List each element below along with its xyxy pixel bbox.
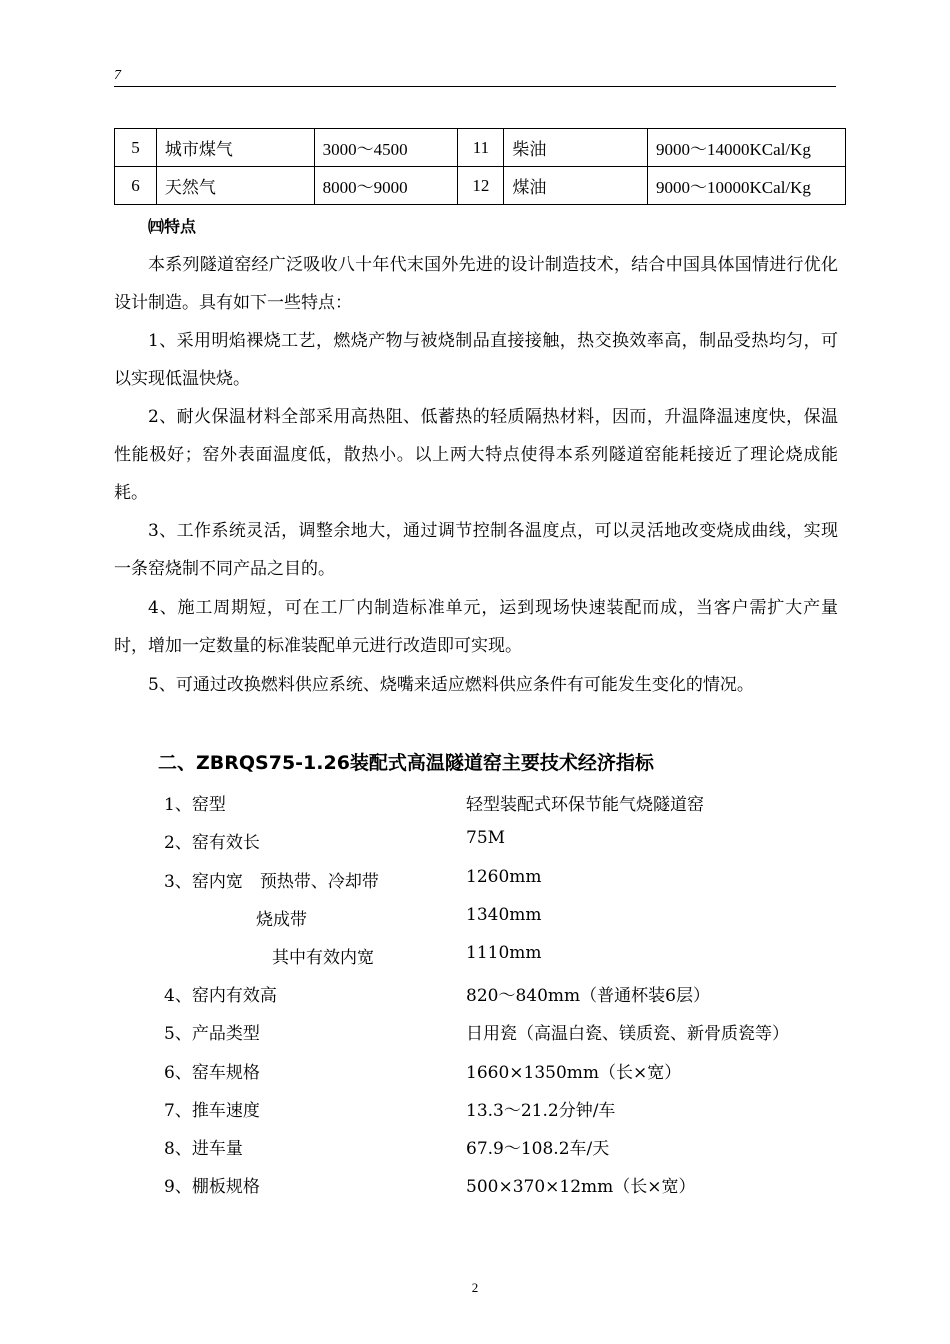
spec-label: 3、窑内宽 预热带、冷却带	[164, 872, 379, 892]
spec-value: 1110mm	[466, 943, 542, 963]
spec-label: 5、产品类型	[164, 1024, 260, 1044]
spec-value: 轻型装配式环保节能气烧隧道窑	[466, 795, 704, 815]
fuel-heat-value-table	[114, 128, 846, 205]
table-cell: 9000～14000KCal/Kg	[648, 129, 846, 167]
features-intro: 本系列隧道窑经广泛吸收八十年代末国外先进的设计制造技术，结合中国具体国情进行优化设计制造。具有如下一些特点：	[114, 255, 838, 313]
table-cell: 9000～10000KCal/Kg	[648, 167, 846, 205]
spec-value: 500×370×12mm（长×宽）	[466, 1177, 696, 1197]
spec-label: 4、窑内有效高	[164, 986, 277, 1006]
header-page-mark: 7	[114, 68, 121, 83]
feature-item: 2、耐火保温材料全部采用高热阻、低蓄热的轻质隔热材料，因而，升温降温速度快，保温性能极好；窑外表面温度低，散热小。以上两大特点使得本系列隧道窑能耗接近了理论烧成能耗。	[114, 407, 838, 503]
feature-item: 4、施工周期短，可在工厂内制造标准单元，运到现场快速装配而成，当客户需扩大产量时，增加一定数量的标准装配单元进行改造即可实现。	[114, 598, 838, 656]
table-cell: 3000～4500	[314, 129, 458, 167]
spec-value: 67.9～108.2车/天	[466, 1139, 610, 1159]
table-cell: 城市煤气	[156, 129, 314, 167]
spec-label: 2、窑有效长	[164, 833, 260, 853]
spec-label: 6、窑车规格	[164, 1063, 260, 1083]
features-heading: ㈣特点	[148, 217, 197, 236]
table-cell: 煤油	[504, 167, 648, 205]
spec-value: 1340mm	[466, 905, 542, 925]
spec-value: 13.3～21.2分钟/车	[466, 1101, 616, 1121]
table-cell: 8000～9000	[314, 167, 458, 205]
table-row	[115, 167, 846, 205]
spec-value: 1660×1350mm（长×宽）	[466, 1063, 682, 1083]
spec-value: 820～840mm（普通杯装6层）	[466, 986, 710, 1006]
header-rule	[114, 86, 836, 87]
table-cell: 5	[115, 129, 157, 167]
table-cell: 12	[458, 167, 504, 205]
spec-label: 7、推车速度	[164, 1101, 260, 1121]
spec-label: 9、棚板规格	[164, 1177, 260, 1197]
feature-item: 5、可通过改换燃料供应系统、烧嘴来适应燃料供应条件有可能发生变化的情况。	[148, 675, 754, 695]
table-row	[115, 129, 846, 167]
table-cell: 柴油	[504, 129, 648, 167]
spec-label: 8、进车量	[164, 1139, 243, 1159]
spec-value: 1260mm	[466, 867, 542, 887]
spec-label: 其中有效内宽	[272, 948, 374, 968]
table-cell: 11	[458, 129, 504, 167]
spec-value: 75M	[466, 828, 506, 848]
feature-item: 3、工作系统灵活，调整余地大，通过调节控制各温度点，可以灵活地改变烧成曲线，实现一条窑烧制不同产品之目的。	[114, 521, 838, 579]
spec-value: 日用瓷（高温白瓷、镁质瓷、新骨质瓷等）	[466, 1024, 789, 1044]
page-number: 2	[471, 1280, 479, 1295]
table-cell: 天然气	[156, 167, 314, 205]
spec-label: 1、窑型	[164, 795, 226, 815]
table-cell: 6	[115, 167, 157, 205]
spec-label: 烧成带	[256, 910, 307, 930]
section-heading: 二、ZBRQS75-1.26装配式高温隧道窑主要技术经济指标	[158, 752, 654, 774]
feature-item: 1、采用明焰裸烧工艺，燃烧产物与被烧制品直接接触，热交换效率高，制品受热均匀，可以实现低温快烧。	[114, 331, 838, 389]
